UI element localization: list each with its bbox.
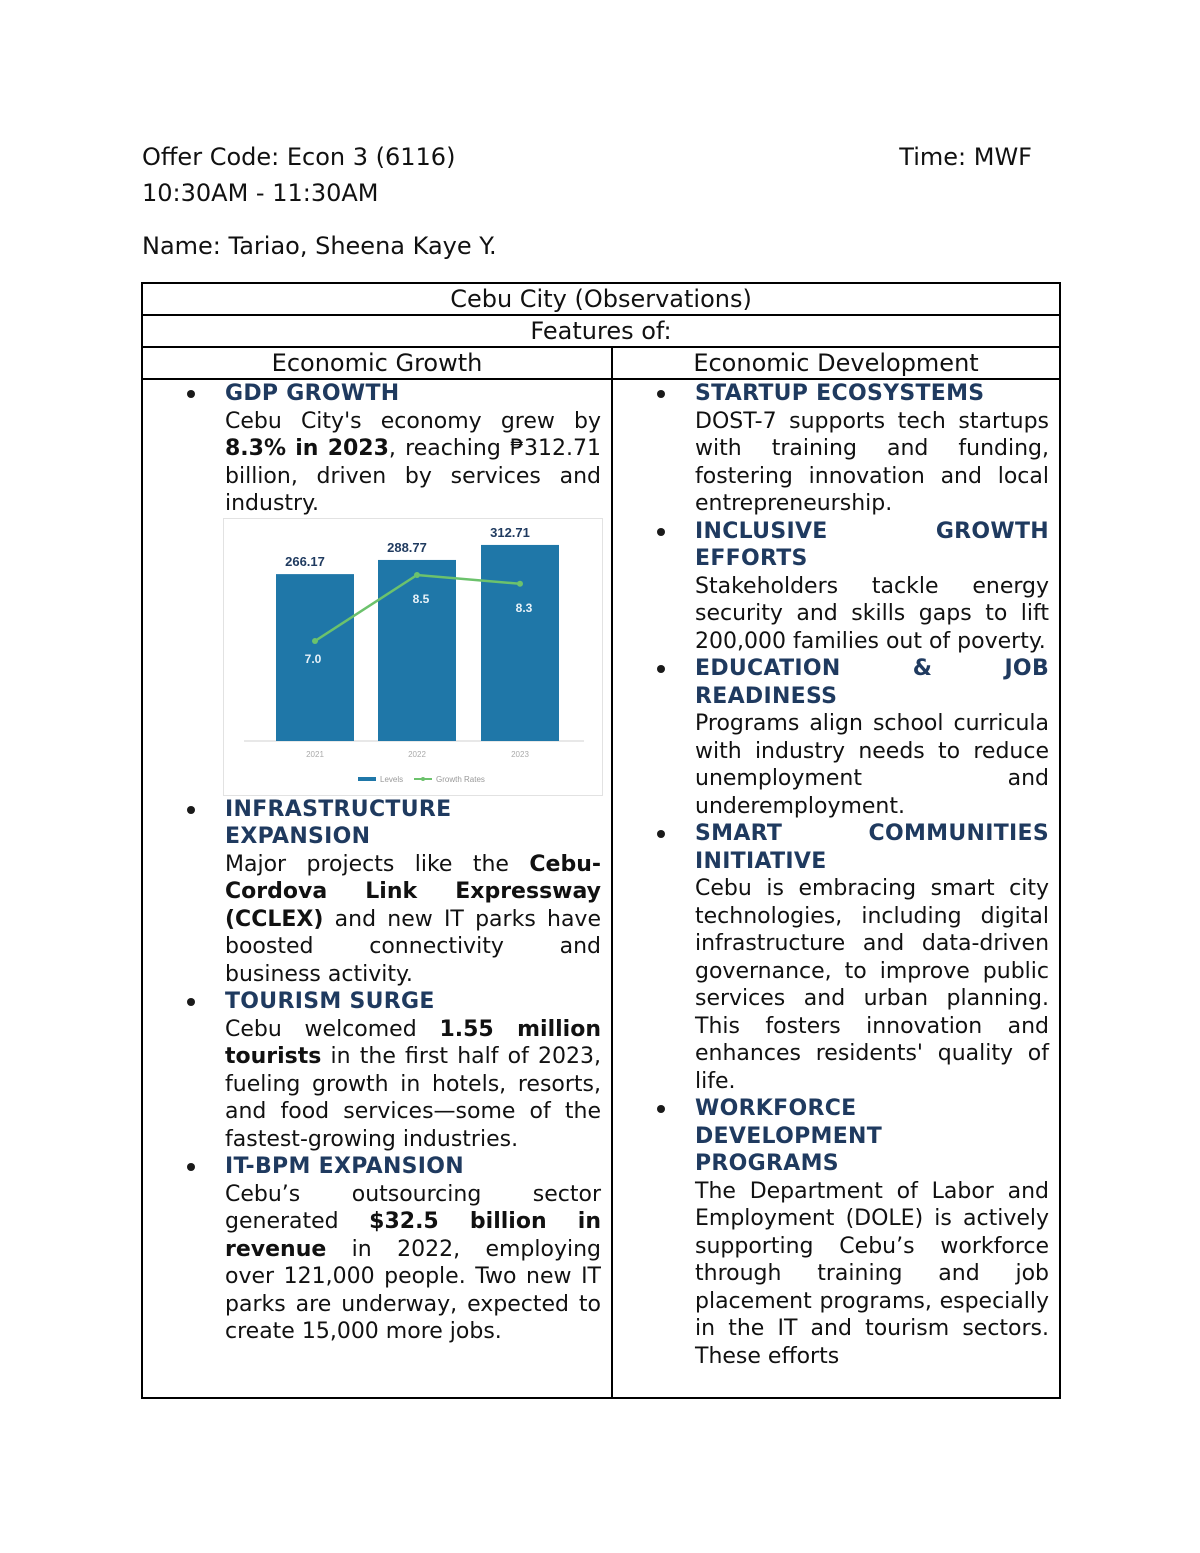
growth-column [142, 379, 612, 1398]
x-tick-label: 2022 [408, 749, 426, 759]
list-item-workforce [613, 1095, 1059, 1370]
list-item-infrastructure [143, 796, 611, 989]
growth-rate-point [312, 638, 318, 644]
time-label: Time: MWF [899, 143, 1032, 171]
item-text: Cebu is embracing smart city technologies, including digital infrastructure and data-driven governance, to improve public services and urban planning. This fosters innovation and enhances residents' quality of life. [695, 876, 1050, 1094]
bullet-icon [187, 998, 195, 1006]
bullet-icon [187, 390, 195, 398]
growth-rate-point [414, 572, 420, 578]
bar-2023 [481, 544, 559, 740]
bar-value-label: 288.77 [387, 539, 427, 555]
item-title: TOURISM SURGE [225, 989, 435, 1014]
legend-levels-label: Levels [380, 774, 404, 784]
observations-table [141, 282, 1061, 1399]
item-text: The Department of Labor and Employment (DOLE) is actively supporting Cebu’s workforce through training and job placement programs, especially in the IT and tourism sectors. These efforts [695, 1178, 1050, 1369]
item-title: INCLUSIVE GROWTH [695, 518, 1050, 544]
development-column [612, 379, 1060, 1398]
item-text: Stakeholders tackle energy security and skills gaps to lift 200,000 families out of poverty. [695, 573, 1050, 654]
item-text: Major projects like the Cebu-Cordova Link Expressway (CCLEX) and new IT parks have boosted connectivity and business activity. [225, 851, 601, 987]
list-item-startup [613, 380, 1059, 518]
bullet-icon [657, 665, 665, 673]
item-title: WORKFORCE DEVELOPMENT PROGRAMS [695, 1096, 883, 1176]
header-line-1 [142, 142, 1032, 172]
legend-levels-swatch [358, 777, 376, 781]
bullet-icon [187, 806, 195, 814]
item-title: EDUCATION & JOB [695, 656, 1050, 681]
item-text: Cebu City's economy grew by 8.3% in 2023, reaching ₱312.71 billion, driven by services and industry. [225, 408, 601, 516]
legend-growth-label: Growth Rates [436, 774, 485, 784]
bar-2022 [378, 559, 456, 740]
bar-value-label: 312.71 [490, 524, 530, 540]
student-name: Name: Tariao, Sheena Kaye Y. [142, 232, 497, 260]
list-item-gdp [143, 380, 611, 518]
item-text: Cebu welcomed 1.55 million tourists in the first half of 2023, fueling growth in hotels, resorts, and food services—some of the fastest-growing industries. [225, 1016, 601, 1152]
list-item-education [613, 655, 1059, 820]
item-text: DOST-7 supports tech startups with training and funding, fostering innovation and local entrepreneurship. [695, 408, 1050, 516]
bullet-icon [657, 830, 665, 838]
bar-value-label: 266.17 [285, 553, 325, 569]
time-range: 10:30AM - 11:30AM [142, 179, 379, 207]
item-title-cont: INITIATIVE [695, 848, 827, 874]
offer-code: Offer Code: Econ 3 (6116) [142, 143, 456, 171]
x-tick-label: 2023 [511, 749, 529, 759]
item-title: INFRASTRUCTURE EXPANSION [225, 796, 452, 849]
growth-rate-point [517, 580, 523, 586]
bullet-icon [187, 1163, 195, 1171]
item-title: STARTUP ECOSYSTEMS [695, 381, 985, 406]
growth-rate-label: 8.3 [515, 600, 533, 615]
growth-rate-label: 7.0 [304, 651, 322, 666]
column-header-growth: Economic Growth [142, 347, 612, 379]
bullet-icon [657, 528, 665, 536]
item-title: IT-BPM EXPANSION [225, 1154, 465, 1179]
item-title-cont: READINESS [695, 683, 838, 709]
item-title: SMART COMMUNITIES [695, 821, 1050, 846]
growth-rate-label: 8.5 [412, 591, 430, 606]
gdp-chart-svg [224, 519, 602, 795]
list-item-smart [613, 820, 1059, 1095]
table-subtitle: Features of: [142, 315, 1060, 347]
table-title: Cebu City (Observations) [142, 283, 1060, 315]
item-text: Cebu’s outsourcing sector generated $32.5 billion in revenue in 2022, employing over 121,000 people. Two new IT parks are underway, expected to create 15,000 more jobs. [225, 1181, 601, 1344]
column-header-development: Economic Development [612, 347, 1060, 379]
x-tick-label: 2021 [306, 749, 324, 759]
bullet-icon [657, 390, 665, 398]
item-text: Programs align school curricula with industry needs to reduce unemployment and underemployment. [695, 711, 1050, 819]
legend-growth-marker [421, 777, 425, 781]
list-item-itbpm [143, 1153, 611, 1346]
item-title: GDP GROWTH [225, 381, 400, 406]
gdp-chart [223, 518, 603, 796]
list-item-inclusive [613, 518, 1059, 656]
bullet-icon [657, 1105, 665, 1113]
list-item-tourism [143, 988, 611, 1153]
item-title-cont: EFFORTS [695, 546, 808, 571]
